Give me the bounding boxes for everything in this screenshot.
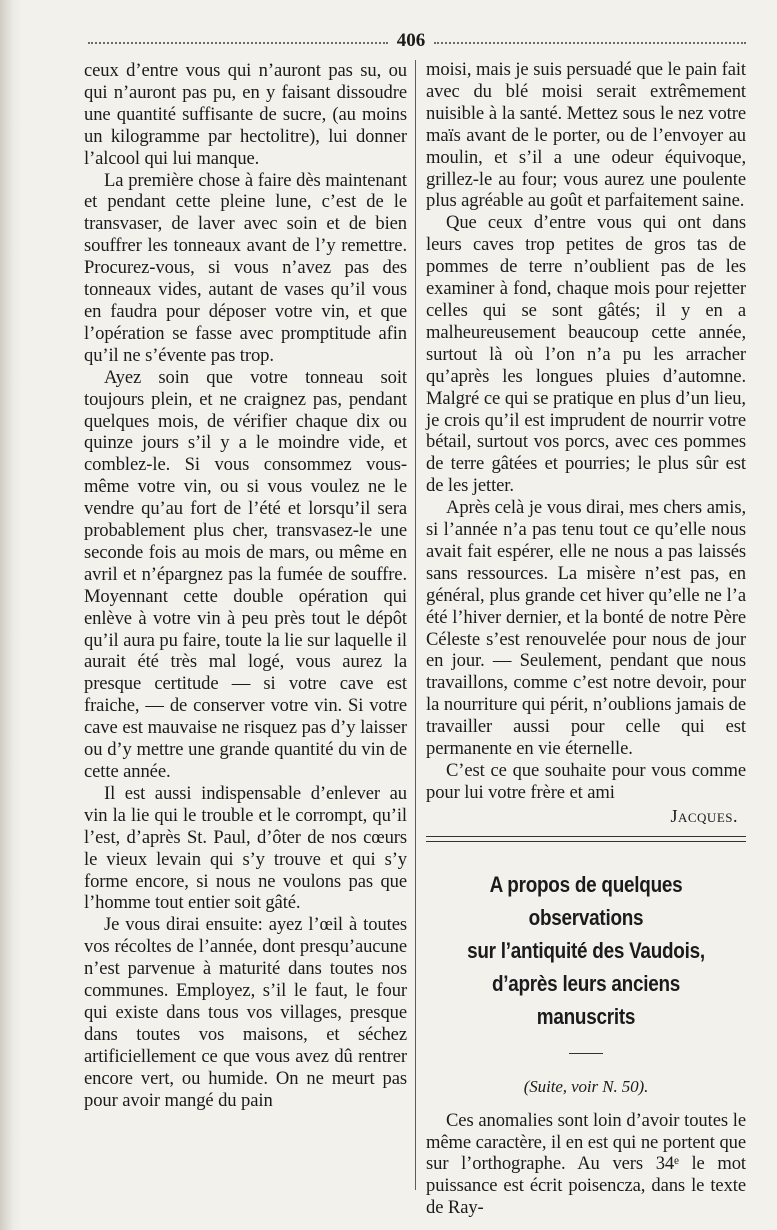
right-paragraph-2: Que ceux d’entre vous qui ont dans leurs caves trop petites de gros tas de pommes de terre n’oublient pas de les examiner à fond, chaque mois pour rejetter celles qui se sont gâtés; il y en a malheureusement beaucoup cette année, surtout là où l’on n’a pu les arracher qu’après les longues pluies d’automne. Malgré ce qui se pratique en plus d’un lieu, je crois qu’il est imprudent de nourrir votre bétail, surtout vos porcs, avec ces pommes de terre gâtées et pourries; le plus sûr est de les jetter.	[426, 212, 746, 497]
title-rule	[569, 1053, 603, 1054]
page-binding-shadow	[0, 0, 22, 1230]
page-number: 406	[396, 30, 426, 51]
left-paragraph-2: La première chose à faire dès maintenant et pendant cette pleine lune, c’est de le transvaser, de laver avec soin et de bien souffrer les tonneaux avant de l’y remettre. Procurez-vous, si vous n’avez pas des tonneaux vides, autant de vases qu’il vous en faudra pour déposer votre vin, et que l’opération se fasse avec promptitude afin qu’il ne s’évente pas trop.	[84, 169, 407, 366]
column-divider	[415, 60, 416, 1190]
left-paragraph-5: Je vous dirai ensuite: ayez l’œil à toutes vos récoltes de l’année, dont presqu’aucune n’est parvenue à maturité dans toutes nos communes. Employez, s’il le faut, le four qui existe dans tous vos villages, presque dans toutes vos maisons, et séchez artificiellement ce que vous avez dû rentrer encore vert, ou humide. On ne meurt pas pour avoir mangé du pain	[84, 914, 407, 1111]
header-rule-left	[88, 42, 388, 44]
right-paragraph-4: C’est ce que souhaite pour vous comme pour lui votre frère et ami	[426, 760, 746, 803]
section-separator	[426, 836, 746, 842]
continuation-note: (Suite, voir N. 50).	[523, 1076, 649, 1096]
left-paragraph-4: Il est aussi indispensable d’enlever au vin la lie qui le trouble et le corrompt, qu’il l’est, d’après St. Paul, d’ôter de nos cœurs le vieux levain qui s’y trouve et qui s’y forme encore, si nous ne voulons pas que l’homme tout entier soit gâté.	[84, 782, 407, 914]
article-title-line-1: A propos de quelques observations	[489, 871, 683, 930]
article-title-line-3: d’après leurs anciens manuscrits	[491, 970, 681, 1029]
signature: Jacques.	[670, 805, 738, 826]
header-rule-right	[434, 42, 746, 44]
article-paragraph: Ces anomalies sont loin d’avoir toutes le même caractère, il en est qui ne portent que sur l’orthographe. Au vers 34ᵉ le mot puissance est écrit poisencza, dans le texte de Ray-	[426, 1109, 746, 1219]
left-column	[84, 60, 407, 1112]
right-paragraph-3: Après celà je vous dirai, mes chers amis, si l’année n’a pas tenu tout ce qu’elle nous avait fait espérer, elle ne nous a pas laissés sans ressources. La misère n’est pas, en général, plus grande cet hiver qu’elle ne l’a été l’hiver dernier, et la bonté de notre Père Céleste s’est renouvelée pour nous de jour en jour. — Seulement, pendant que nous travaillons, comme c’est notre devoir, pour la nourriture qui périt, n’oublions jamais de travailler aussi pour celle qui est permanente en vie éternelle.	[426, 497, 746, 760]
left-paragraph-3: Ayez soin que votre tonneau soit toujours plein, et ne craignez pas, pendant quelques mois, de vérifier chaque dix ou quinze jours s’il y a le moindre vide, et comblez-le. Si vous consommez vous-même votre vin, ou si vous voulez ne le vendre qu’au fort de l’été et lorsqu’il sera probablement plus cher, transvasez-le une seconde fois au mois de mars, ou même en avril et n’épargnez pas la fumée de souffre. Moyennant cette double opération qui enlève à votre vin à peu près tout le dépôt qu’il aura pu faire, toute la lie sur laquelle il aurait été très mal logé, vous aurez la presque certitude — si votre cave est fraiche, — de conserver votre vin. Si votre cave est mauvaise ne risquez pas d’y laisser ou d’y mettre une grande quantité du vin de cette année.	[84, 366, 407, 782]
article-title-line-2: sur l’antiquité des Vaudois,	[467, 937, 705, 963]
page-header	[88, 30, 746, 54]
right-column	[426, 59, 746, 1219]
right-paragraph-1: moisi, mais je suis persuadé que le pain fait avec du blé moisi serait extrêmement nuisible à la santé. Mettez sous le nez votre maïs avant de le porter, ou de l’envoyer au moulin, et s’il a une odeur équivoque, grillez-le au four; vous aurez une poulente plus agréable au goût et parfaitement saine.	[426, 59, 746, 212]
left-paragraph-1: ceux d’entre vous qui n’auront pas su, ou qui n’auront pas pu, en y faisant dissoudre une quantité suffisante de sucre, (au moins un kilogramme par hectolitre), lui donner l’alcool qui lui manque.	[84, 60, 407, 169]
